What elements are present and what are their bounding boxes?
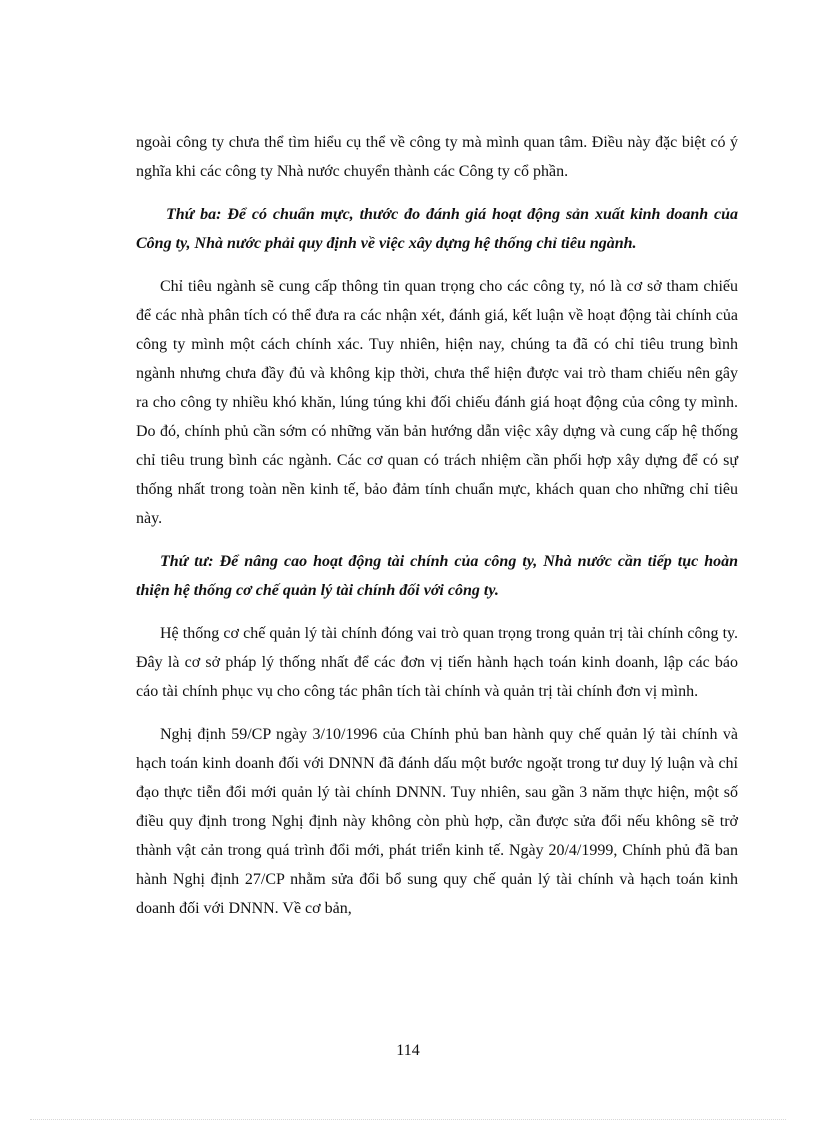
- section-heading-thu-tu: Thứ tư: Để nâng cao hoạt động tài chính của công ty, Nhà nước cần tiếp tục hoàn thiện hệ thống cơ chế quản lý tài chính đối với công ty.: [136, 553, 738, 599]
- section-heading-thu-ba: Thứ ba: Để có chuẩn mực, thước đo đánh giá hoạt động sản xuất kinh doanh của Công ty, Nhà nước phải quy định về việc xây dựng hệ thống chỉ tiêu ngành.: [136, 206, 738, 252]
- document-body: [136, 128, 738, 923]
- paragraph-co-che-quan-ly: Hệ thống cơ chế quản lý tài chính đóng vai trò quan trọng trong quản trị tài chính công ty. Đây là cơ sở pháp lý thống nhất để các đơn vị tiến hành hạch toán kinh doanh, lập các báo cáo tài chính phục vụ cho công tác phân tích tài chính và quản trị tài chính đơn vị mình.: [136, 625, 738, 700]
- page-number: 114: [396, 1042, 420, 1059]
- paragraph-continuation: ngoài công ty chưa thể tìm hiểu cụ thể về công ty mà mình quan tâm. Điều này đặc biệt có ý nghĩa khi các công ty Nhà nước chuyển thành các Công ty cổ phần.: [136, 134, 738, 180]
- page-bottom-rule: [30, 1119, 786, 1120]
- paragraph-chi-tieu-nganh: Chỉ tiêu ngành sẽ cung cấp thông tin quan trọng cho các công ty, nó là cơ sở tham chiếu để các nhà phân tích có thể đưa ra các nhận xét, đánh giá, kết luận về hoạt động tài chính của công ty mình một cách chính xác. Tuy nhiên, hiện nay, chúng ta đã có chỉ tiêu trung bình ngành nhưng chưa đầy đủ và không kịp thời, chưa thể hiện được vai trò tham chiếu nên gây ra cho công ty nhiều khó khăn, lúng túng khi đối chiếu đánh giá hoạt động của công ty mình. Do đó, chính phủ cần sớm có những văn bản hướng dẫn việc xây dựng và cung cấp hệ thống chỉ tiêu trung bình các ngành. Các cơ quan có trách nhiệm cần phối hợp xây dựng để có sự thống nhất trong toàn nền kinh tế, bảo đảm tính chuẩn mực, khách quan cho những chỉ tiêu này.: [136, 278, 738, 527]
- paragraph-nghi-dinh: Nghị định 59/CP ngày 3/10/1996 của Chính phủ ban hành quy chế quản lý tài chính và hạch toán kinh doanh đối với DNNN đã đánh dấu một bước ngoặt trong tư duy lý luận và chỉ đạo thực tiễn đổi mới quản lý tài chính DNNN. Tuy nhiên, sau gần 3 năm thực hiện, một số điều quy định trong Nghị định này không còn phù hợp, cần được sửa đổi nếu không sẽ trở thành vật cản trong quá trình đổi mới, phát triển kinh tế. Ngày 20/4/1999, Chính phủ đã ban hành Nghị định 27/CP nhằm sửa đổi bổ sung quy chế quản lý tài chính và hạch toán kinh doanh đối với DNNN. Về cơ bản,: [136, 726, 738, 917]
